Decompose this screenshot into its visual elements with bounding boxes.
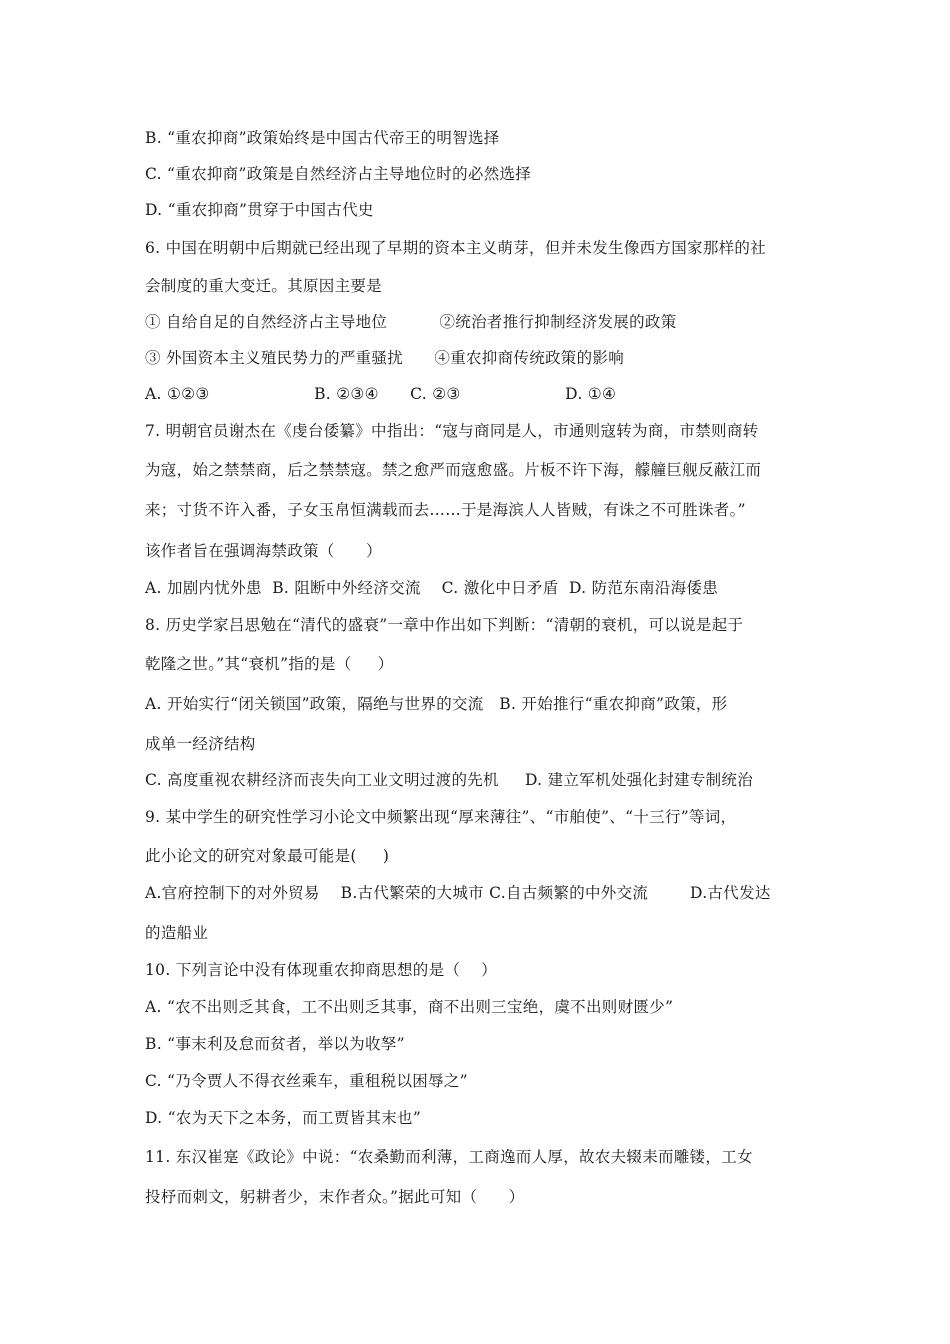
options-9-cont xyxy=(145,923,208,943)
question-8 xyxy=(145,615,743,635)
option-10d xyxy=(145,1108,421,1128)
text-line: A. “农不出则乏其食，工不出则乏其事，商不出则三宝绝，虞不出则财匮少” xyxy=(145,998,674,1016)
options-8-ab-cont xyxy=(145,734,256,754)
text-line: B. “重农抑商”政策始终是中国古代帝王的明智选择 xyxy=(145,129,500,147)
text-line: 10. 下列言论中没有体现重农抑商思想的是（ ） xyxy=(145,961,497,979)
question-10 xyxy=(145,960,497,980)
text-line: ① 自给自足的自然经济占主导地位 ②统治者推行抑制经济发展的政策 xyxy=(145,313,677,331)
text-line: 为寇，始之禁禁商，后之禁禁寇。禁之愈严而寇愈盛。片板不许下海，艨艟巨舰反蔽江而 xyxy=(145,461,762,479)
text-line: C. 高度重视农耕经济而丧失向工业文明过渡的先机 D. 建立军机处强化封建专制统治 xyxy=(145,771,754,789)
option-5c xyxy=(145,164,531,184)
text-line: 7. 明朝官员谢杰在《虔台倭纂》中指出：“寇与商同是人，市通则寇转为商，市禁则商转 xyxy=(145,422,759,440)
option-10b xyxy=(145,1034,405,1054)
question-7 xyxy=(145,421,758,441)
text-line: 投杼而刺文，躬耕者少，末作者众。”据此可知（ ） xyxy=(145,1188,525,1206)
question-6 xyxy=(145,238,766,258)
text-line: 来；寸货不许入番，子女玉帛恒满载而去……于是海滨人人皆贼，有诛之不可胜诛者。” xyxy=(145,501,746,519)
options-7 xyxy=(145,578,718,598)
text-line: D. “农为天下之本务，而工贾皆其末也” xyxy=(145,1109,422,1127)
question-6-cont xyxy=(145,276,382,296)
option-5d xyxy=(145,200,374,220)
options-9 xyxy=(145,883,771,903)
text-line: 的造船业 xyxy=(145,924,209,942)
question-7-cont-3 xyxy=(145,541,382,561)
text-line: A. 加剧内忧外患 B. 阻断中外经济交流 C. 激化中日矛盾 D. 防范东南沿海倭患 xyxy=(145,579,718,597)
text-line: A.官府控制下的对外贸易 B.古代繁荣的大城市 C.自古频繁的中外交流 D.古代发达 xyxy=(145,884,771,902)
text-line: D. “重农抑商”贯穿于中国古代史 xyxy=(145,201,374,219)
text-line: 9. 某中学生的研究性学习小论文中频繁出现“厚来薄往”、“市舶使”、“十三行”等词， xyxy=(145,808,737,826)
text-line: 成单一经济结构 xyxy=(145,735,256,753)
option-10a xyxy=(145,997,673,1017)
text-line: C. “乃令贾人不得衣丝乘车，重租税以困辱之” xyxy=(145,1072,468,1090)
text-line: A. ①②③ B. ②③④ C. ②③ D. ①④ xyxy=(145,385,617,403)
statements-6-b xyxy=(145,348,624,368)
text-line: 该作者旨在强调海禁政策（ ） xyxy=(145,542,382,560)
text-line: 乾隆之世。”其“衰机”指的是（ ） xyxy=(145,655,394,673)
text-line: 6. 中国在明朝中后期就已经出现了早期的资本主义萌芽，但并未发生像西方国家那样的社 xyxy=(145,239,767,257)
text-line: 此小论文的研究对象最可能是( ) xyxy=(145,847,390,865)
question-7-cont-2 xyxy=(145,500,746,520)
option-5b xyxy=(145,128,500,148)
options-8-cd xyxy=(145,770,753,790)
text-line: ③ 外国资本主义殖民势力的严重骚扰 ④重农抑商传统政策的影响 xyxy=(145,349,624,367)
text-line: B. “事末利及怠而贫者，举以为收孥” xyxy=(145,1035,405,1053)
question-9-cont xyxy=(145,846,389,866)
text-line: 11. 东汉崔寔《政论》中说：“农桑勤而利薄，工商逸而人厚，故农夫辍耒而雕镂，工女 xyxy=(145,1148,753,1166)
option-10c xyxy=(145,1071,468,1091)
question-11 xyxy=(145,1147,753,1167)
question-8-cont xyxy=(145,654,393,674)
question-7-cont-1 xyxy=(145,460,761,480)
text-line: 8. 历史学家吕思勉在“清代的盛衰”一章中作出如下判断：“清朝的衰机，可以说是起于 xyxy=(145,616,744,634)
question-11-cont xyxy=(145,1187,524,1207)
options-6 xyxy=(145,384,616,404)
statements-6-a xyxy=(145,312,677,332)
options-8-ab xyxy=(145,694,727,714)
question-9 xyxy=(145,807,736,827)
text-line: 会制度的重大变迁。其原因主要是 xyxy=(145,277,383,295)
text-line: A. 开始实行“闭关锁国”政策，隔绝与世界的交流 B. 开始推行“重农抑商”政策，形 xyxy=(145,695,728,713)
text-line: C. “重农抑商”政策是自然经济占主导地位时的必然选择 xyxy=(145,165,532,183)
